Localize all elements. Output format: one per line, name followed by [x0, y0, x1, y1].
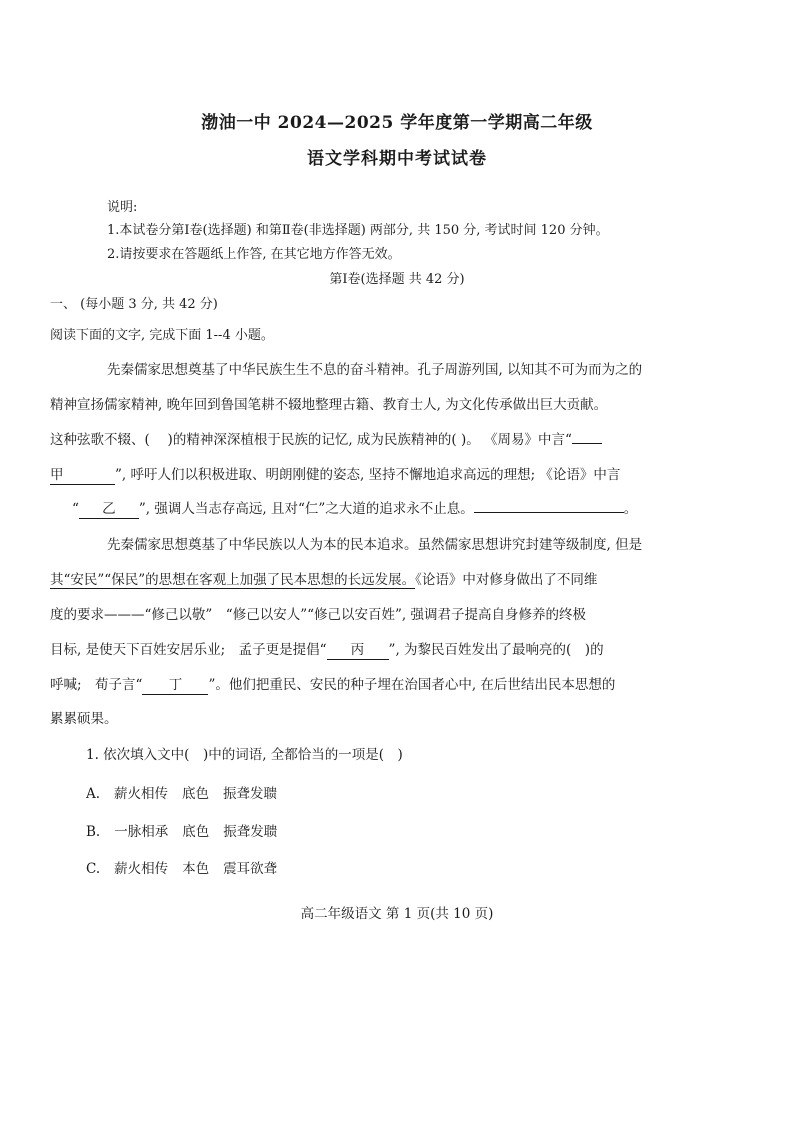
- passage1-line2: 精神宣扬儒家精神, 晚年回到鲁国笔耕不辍地整理古籍、教育士人, 为文化传承做出巨大贡献。: [50, 397, 608, 413]
- passage2-line4: 目标, 是使天下百姓安居乐业; 孟子更是提倡“ 丙 ”, 为黎民百姓发出了最响亮的( )的: [50, 642, 604, 658]
- blank-answer-line: [474, 512, 624, 513]
- passage2-line3: 度的要求———“修己以敬” “修己以安人”“修己以安百姓”, 强调君子提高自身修养的终极: [50, 607, 586, 623]
- passage2-line1: 先秦儒家思想奠基了中华民族以人为本的民本追求。虽然儒家思想讲究封建等级制度, 但是: [107, 537, 643, 553]
- instruction-item-2: 2.请按要求在答题纸上作答, 在其它地方作答无效。: [107, 247, 401, 262]
- passage1-line3: 这种弦歌不辍、( )的精神深深植根于民族的记忆, 成为民族精神的( )。 《周易》中言“: [50, 428, 602, 448]
- section-title: 第Ⅰ卷(选择题 共 42 分): [329, 272, 465, 287]
- blank-bing: 丙: [327, 642, 389, 660]
- underlined-sentence: 其“安民”“保民”的思想在客观上加强了民本思想的长远发展。: [50, 572, 416, 588]
- passage2-line2: 其“安民”“保民”的思想在客观上加强了民本思想的长远发展。《论语》中对修身做出了不同维: [50, 572, 598, 588]
- passage2-line6: 累累硕果。: [50, 711, 118, 727]
- option-a[interactable]: A. 薪火相传 底色 振聋发聩: [86, 786, 278, 802]
- blank-yi: 乙: [79, 501, 139, 519]
- passage1-line5: “ 乙 ”, 强调人当志存高远, 且对“仁”之大道的追求永不止息。 。: [72, 501, 638, 517]
- reading-intro: 阅读下面的文字, 完成下面 1--4 小题。: [50, 328, 274, 343]
- exam-title: 渤油一中 2024—2025 学年度第一学期高二年级: [201, 113, 593, 133]
- blank-jia: 甲: [50, 467, 115, 485]
- part-heading: 一、 (每小题 3 分, 共 42 分): [50, 297, 218, 312]
- passage1-line4: 甲 ”, 呼吁人们以积极进取、明朗刚健的姿态, 坚持不懈地追求高远的理想; 《论语》中言: [50, 467, 621, 483]
- blank-ding: 丁: [142, 677, 208, 695]
- question-1-stem: 1. 依次填入文中( )中的词语, 全都恰当的一项是( ): [86, 747, 403, 763]
- instructions-label: 说明:: [107, 200, 138, 215]
- option-b[interactable]: B. 一脉相承 底色 振聋发聩: [86, 824, 278, 840]
- instruction-item-1: 1.本试卷分第Ⅰ卷(选择题) 和第Ⅱ卷(非选择题) 两部分, 共 150 分, 考试时间 120 分钟。: [107, 223, 609, 238]
- page-footer: 高二年级语文 第 1 页(共 10 页): [300, 906, 494, 922]
- passage2-line5: 呼喊; 荀子言“ 丁 ”。他们把重民、安民的种子埋在治国者心中, 在后世结出民本思想的: [50, 677, 616, 693]
- exam-subtitle: 语文学科期中考试试卷: [307, 149, 487, 169]
- passage1-line1: 先秦儒家思想奠基了中华民族生生不息的奋斗精神。孔子周游列国, 以知其不可为而为之的: [107, 362, 643, 378]
- blank-line: [572, 443, 602, 444]
- option-c[interactable]: C. 薪火相传 本色 震耳欲聋: [86, 861, 278, 877]
